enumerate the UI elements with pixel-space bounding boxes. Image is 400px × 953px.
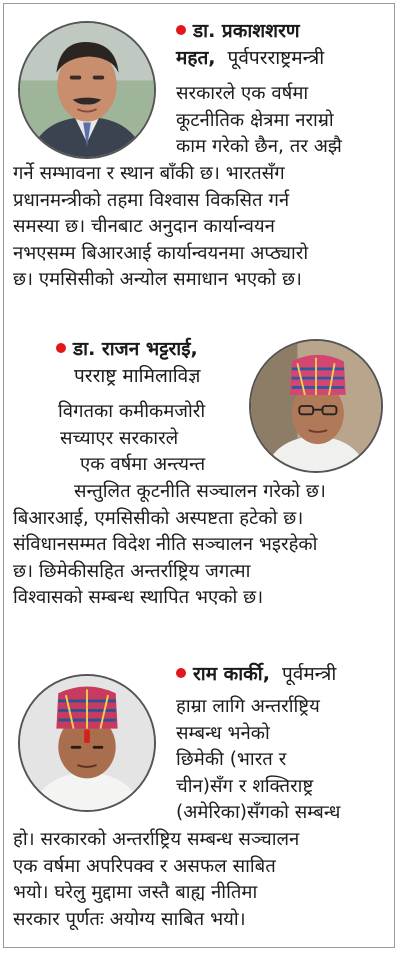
speaker-name-line xyxy=(176,662,336,686)
portrait-prakash-sharan-mahat xyxy=(18,21,156,159)
quote-line: संविधानसम्मत विदेश नीति सञ्चालन भइरहेको xyxy=(13,534,318,555)
quote-line: सम्बन्ध भनेको xyxy=(176,722,270,744)
quote-line: (अमेरिका)सँगको सम्बन्ध xyxy=(176,802,341,823)
speaker-title: परराष्ट्र मामिलाविज्ञ xyxy=(74,365,201,387)
speaker-title-line xyxy=(176,46,324,70)
speaker-name: राम कार्की, xyxy=(193,663,270,685)
speaker-name-line xyxy=(56,337,198,361)
speaker-name: डा. राजन भट्टराई, xyxy=(73,338,198,360)
quote-line: विगतका कमीकमजोरी xyxy=(58,401,206,422)
red-bullet-icon xyxy=(56,343,66,353)
quote-line: छ। छिमेकीसहित अन्तर्राष्ट्रिय जगत्मा xyxy=(13,560,251,582)
quote-line: विश्वासको सम्बन्ध स्थापित भएको छ। xyxy=(13,587,264,608)
speaker-title: पूर्वपरराष्ट्रमन्त्री xyxy=(227,47,325,69)
quote-line: एक वर्षमा अपरिपक्व र असफल साबित xyxy=(13,855,276,877)
red-bullet-icon xyxy=(176,25,186,35)
speaker-name-continued: महत, xyxy=(176,47,216,69)
quote-line: समस्या छ। चीनबाट अनुदान कार्यान्वयन xyxy=(13,216,275,237)
portrait-man-suit-icon xyxy=(20,23,154,157)
quote-prakash-sharan-mahat xyxy=(4,4,396,319)
quote-rajan-bhattarai xyxy=(4,319,396,644)
quote-line: काम गरेको छैन, तर अझै xyxy=(176,136,342,157)
quote-line: सरकार पूर्णतः अयोग्य साबित भयो। xyxy=(13,908,246,930)
quote-text-wrapped xyxy=(58,399,205,479)
quote-line: भयो। घरेलु मुद्दामा जस्तै बाह्य नीतिमा xyxy=(13,882,258,903)
quote-text-full xyxy=(13,827,299,933)
quote-line: कूटनीतिक क्षेत्रमा नराम्रो xyxy=(176,109,334,131)
quote-line: बिआरआई, एमसिसीको अस्पष्टता हटेको छ। xyxy=(13,507,304,529)
quote-line: नभएसम्म बिआरआई कार्यान्वयनमा अप्ठ्यारो xyxy=(13,242,309,264)
quote-line: सन्तुलित कूटनीति सञ्चालन गरेको छ। xyxy=(74,481,326,502)
red-bullet-icon xyxy=(176,668,186,678)
portrait-rajan-bhattarai xyxy=(249,339,383,473)
quote-line: हाम्रा लागि अन्तर्राष्ट्रिय xyxy=(176,696,320,717)
quote-text-wrapped xyxy=(176,694,340,827)
speaker-name-line xyxy=(176,19,300,43)
portrait-man-topi-tika-icon xyxy=(20,676,154,810)
quote-line: गर्ने सम्भावना र स्थान बाँकी छ। भारतसँग xyxy=(13,163,285,184)
portrait-man-dhaka-topi-icon xyxy=(251,341,381,471)
portrait-ram-karki xyxy=(18,674,156,812)
quote-line: एक वर्षमा अन्त्यन्त xyxy=(80,454,206,475)
quote-line: सरकारले एक वर्षमा xyxy=(176,83,309,104)
quote-line: हो। सरकारको अन्तर्राष्ट्रिय सम्बन्ध सञ्चालन xyxy=(13,829,300,850)
quote-line: छिमेकी (भारत र xyxy=(176,749,287,770)
quote-line: छ। एमसिसीको अन्योल समाधान भएको छ। xyxy=(13,269,302,290)
article-box xyxy=(3,3,395,948)
quote-ram-karki xyxy=(4,644,396,949)
speaker-title-line xyxy=(74,364,200,388)
quote-text-full xyxy=(13,479,326,612)
speaker-name: डा. प्रकाशशरण xyxy=(193,20,300,42)
quote-text-wrapped xyxy=(176,81,342,161)
quote-line: चीन)सँग र शक्तिराष्ट्र xyxy=(176,775,314,797)
speaker-title: पूर्वमन्त्री xyxy=(281,663,337,685)
quote-line: सच्याएर सरकारले xyxy=(60,427,179,449)
quote-line: प्रधानमन्त्रीको तहमा विश्वास विकसित गर्न xyxy=(13,189,290,211)
quote-text-full xyxy=(13,161,308,294)
